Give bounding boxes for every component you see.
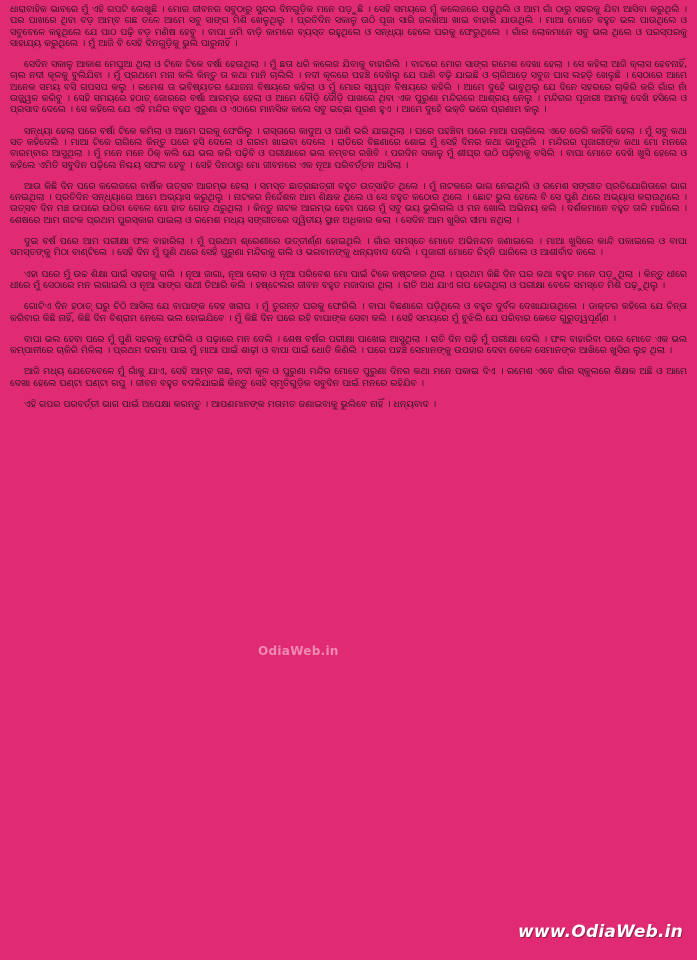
paragraph-5: ଦୁଇ ବର୍ଷ ପରେ ଆମ ପରୀକ୍ଷା ଫଳ ବାହାରିଲା । ମୁଁ ପ୍ରଥମ ଶ୍ରେଣୀରେ ଉତ୍ତୀର୍ଣ୍ଣ ହୋଇଥିଲି । ଗାଁର ସମସ୍ତେ ମୋତେ ଅଭିନନ୍ଦନ ଜଣାଇଲେ । ମାଆ ଖୁସିରେ କାନ୍ଦି ପକାଇଲେ ଓ ବାପା ସମସ୍ତଙ୍କୁ ମିଠା ବାଣ୍ଟିଲେ । ସେହି ଦିନ ମୁଁ ପୁଣି ଥରେ ସେହି ପୁରୁଣା ମନ୍ଦିରକୁ ଗଲି ଓ ଭଗବାନଙ୍କୁ ଧନ୍ୟବାଦ ଦେଲି । ପୂଜାରୀ ମୋତେ ଚିହ୍ନି ପାରିଲେ ଓ ଆଶୀର୍ବାଦ କଲେ । <box>10 236 687 259</box>
paragraph-10: ଏହି ଗପର ପରବର୍ତ୍ତୀ ଭାଗ ପାଇଁ ଅପେକ୍ଷା କରନ୍ତୁ । ଆପଣମାନଙ୍କ ମତାମତ ଜଣାଇବାକୁ ଭୁଲିବେ ନାହିଁ । ଧନ୍ୟବାଦ । <box>24 399 437 411</box>
watermark: OdiaWeb.in <box>258 644 339 658</box>
paragraph-1: ଧାରାବାହିକ ଭାବରେ ମୁଁ ଏହି ଗପଟି ଲେଖୁଛି । ମୋର ଜୀବନର ସବୁଠାରୁ ସୁନ୍ଦର ଦିନଗୁଡ଼ିକ ମନେ ପଡ଼ୁଛି । ସେହି ସମୟରେ ମୁଁ କଲେଜରେ ପଢୁଥିଲି ଓ ଆମ ଗାଁ ଠାରୁ ସହରକୁ ଯିବା ଆସିବା କରୁଥିଲି । ଘର ପାଖରେ ଥିବା ବଡ଼ ଆମ୍ବ ଗଛ ତଳେ ଆମେ ସବୁ ସାଙ୍ଗ ମିଶି ଖେଳୁଥିଲୁ । ପ୍ରତିଦିନ ସକାଳୁ ଉଠି ପୂଜା ସାରି ଜଳଖିଆ ଖାଇ ବାହାରି ଯାଉଥିଲି । ମାଆ ମୋତେ ବହୁତ ଭଲ ପାଉଥିଲେ ଓ ସବୁବେଳେ କହୁଥିଲେ ଯେ ପାଠ ପଢ଼ି ବଡ଼ ମଣିଷ ହେବୁ । ବାପା ଜମି ବାଡ଼ି କାମରେ ବ୍ୟସ୍ତ ରହୁଥିଲେ ଓ ସନ୍ଧ୍ୟା ହେଲେ ଘରକୁ ଫେରୁଥିଲେ । ଗାଁର ଲୋକମାନେ ସବୁ ଭଲ ଥିଲେ ଓ ପରସ୍ପରକୁ ସାହାଯ୍ୟ କରୁଥିଲେ । ମୁଁ ଆଜି ବି ସେହି ଦିନଗୁଡ଼ିକୁ ଭୁଲି ପାରୁନାହିଁ । <box>10 4 687 49</box>
paragraph-3: ସନ୍ଧ୍ୟା ହେଲା ପରେ ବର୍ଷା ଟିକେ କମିଲା ଓ ଆମେ ଘରକୁ ଫେରିଲୁ । ରାସ୍ତାରେ କାଦୁଅ ଓ ପାଣି ଭରି ଯାଇଥିଲା । ଘରେ ପହଞ୍ଚିବା ପରେ ମାଆ ପଚାରିଲେ ଏତେ ଡେରି କାହିଁକି ହେଲା । ମୁଁ ସବୁ କଥା ସତ କହିଦେଲି । ମାଆ ଟିକେ ରାଗିଲେ କିନ୍ତୁ ପରେ ହସି ଦେଲେ ଓ ଗରମ ଖାଇବା ଦେଲେ । ରାତିରେ ବିଛଣାରେ ଶୋଇ ମୁଁ ସେହି ଦିନର କଥା ଭାବୁଥିଲି । ମନ୍ଦିରର ପୂଜାରୀଙ୍କ କଥା ମୋ ମନରେ ବାରମ୍ବାର ଆସୁଥିଲା । ମୁଁ ମନେ ମନେ ଠିକ୍ କଲି ଯେ ଭଲ କରି ପଢ଼ିବି ଓ ପରୀକ୍ଷାରେ ଭଲ ନମ୍ବର ରଖିବି । ପରଦିନ ସକାଳୁ ମୁଁ ଶୀଘ୍ର ଉଠି ପଢ଼ିବାକୁ ବସିଲି । ବାପା ମୋତେ ଦେଖି ଖୁସି ହେଲେ ଓ କହିଲେ ଏମିତି ସବୁଦିନ ପଢ଼ିଲେ ନିଶ୍ଚୟ ସଫଳ ହେବୁ । ସେହି ଦିନଠାରୁ ମୋ ଜୀବନରେ ଏକ ନୂଆ ପରିବର୍ତ୍ତନ ଆସିଲା । <box>10 125 687 171</box>
article-body <box>10 4 687 909</box>
paragraph-6: ଏହା ପରେ ମୁଁ ଉଚ୍ଚ ଶିକ୍ଷା ପାଇଁ ସହରକୁ ଗଲି । ନୂଆ ଜାଗା, ନୂଆ ଲୋକ ଓ ନୂଆ ପରିବେଶ ମୋ ପାଇଁ ଟିକେ କଷ୍ଟକର ଥିଲା । ପ୍ରଥମ କିଛି ଦିନ ଘର କଥା ବହୁତ ମନେ ପଡ଼ୁଥିଲା । କିନ୍ତୁ ଧୀରେ ଧୀରେ ମୁଁ ସେଠାରେ ମନ ଲଗାଇଲି ଓ ନୂଆ ସାଙ୍ଗ ସାଥୀ ତିଆରି କଲି । ହଷ୍ଟେଲର ଜୀବନ ବହୁତ ମଜାଦାର ଥିଲା । ରାତି ଅଧ ଯାଏ ଗପ ହେଉଥିଲା ଓ ପରୀକ୍ଷା ବେଳେ ସମସ୍ତେ ମିଶି ପଢ଼ୁଥିଲୁ । <box>10 268 687 291</box>
paragraph-9: ଆଜି ମଧ୍ୟ ଯେତେବେଳେ ମୁଁ ଗାଁକୁ ଯାଏ, ସେହି ଆମ୍ବ ଗଛ, ନଦୀ କୂଳ ଓ ପୁରୁଣା ମନ୍ଦିର ମୋତେ ପୁରୁଣା ଦିନର କଥା ମନେ ପକାଇ ଦିଏ । ରମେଶ ଏବେ ଗାଁର ସ୍କୁଲରେ ଶିକ୍ଷକ ଅଛି ଓ ଆମେ ଦେଖା ହେଲେ ଘଣ୍ଟା ଘଣ୍ଟା ଗପୁ । ଜୀବନ ବହୁତ ବଦଳିଯାଇଛି କିନ୍ତୁ ସେହି ସ୍ମୃତିଗୁଡ଼ିକ ସବୁଦିନ ପାଇଁ ମନରେ ରହିଯିବ । <box>10 366 687 389</box>
footer-brand-link[interactable]: www.OdiaWeb.in <box>518 922 683 942</box>
paragraph-8: ବାପା ଭଲ ହେବା ପରେ ମୁଁ ପୁଣି ସହରକୁ ଫେରିଲି ଓ ପଢ଼ାରେ ମନ ଦେଲି । ଶେଷ ବର୍ଷର ପରୀକ୍ଷା ପାଖେଇ ଆସୁଥିଲା । ରାତି ଦିନ ପଢ଼ି ମୁଁ ପରୀକ୍ଷା ଦେଲି । ଫଳ ବାହାରିବା ପରେ ମୋତେ ଏକ ଭଲ କମ୍ପାନୀରେ ଚାକିରି ମିଳିଲା । ପ୍ରଥମ ଦରମା ପାଇ ମୁଁ ମାଆ ପାଇଁ ଶାଢ଼ୀ ଓ ବାପା ପାଇଁ ଧୋତି କିଣିଲି । ଘରେ ପହଞ୍ଚି ସେମାନଙ୍କୁ ଉପହାର ଦେବା ବେଳେ ସେମାନଙ୍କ ଆଖିରେ ଖୁସିର ଲୁହ ଥିଲା । <box>10 333 687 357</box>
paragraph-2: ସେଦିନ ସକାଳୁ ଆକାଶ ମେଘୁଆ ଥିଲା ଓ ଟିକେ ଟିକେ ବର୍ଷା ହେଉଥିଲା । ମୁଁ ଛତା ଧରି କଲେଜ ଯିବାକୁ ବାହାରିଲି । ବାଟରେ ମୋର ସାଙ୍ଗ ରମେଶ ଦେଖା ହେଲା । ସେ କହିଲା ଆଜି କ୍ଲାସ ହେବନାହିଁ, ଚାଲ ନଦୀ କୂଳକୁ ବୁଲିଯିବା । ମୁଁ ପ୍ରଥମେ ମନା କଲି କିନ୍ତୁ ତା କଥା ମାନି ଚାଲିଲି । ନଦୀ କୂଳରେ ପହଞ୍ଚି ଦେଖିଲୁ ଯେ ପାଣି ବଢ଼ି ଯାଇଛି ଓ ଚାରିଆଡ଼େ ସବୁଜ ଘାସ ଲହଡ଼ି ଖେଳୁଛି । ସେଠାରେ ଆମେ ଅନେକ ସମୟ ବସି ଗପସପ କଲୁ । ରମେଶ ତା ଭବିଷ୍ୟତର ଯୋଜନା ବିଷୟରେ କହିଲା ଓ ମୁଁ ମୋର ସ୍ୱପ୍ନ ବିଷୟରେ କହିଲି । ଆମେ ଦୁହେଁ ଭାବୁଥିଲୁ ଯେ ଦିନେ ସହରରେ ଚାକିରି କରି ଗାଁର ନାଁ ଉଜ୍ଜ୍ୱଳ କରିବୁ । ସେହି ସମୟରେ ହଠାତ୍ ଜୋରରେ ବର୍ଷା ଆରମ୍ଭ ହେଲା ଓ ଆମେ ଦୌଡ଼ି ଦୌଡ଼ି ପାଖରେ ଥିବା ଏକ ପୁରୁଣା ମନ୍ଦିରରେ ଆଶ୍ରୟ ନେଲୁ । ମନ୍ଦିରର ପୂଜାରୀ ଆମକୁ ଦେଖି ହସିଲେ ଓ ପ୍ରସାଦ ଦେଲେ । ସେ କହିଲେ ଯେ ଏହି ମନ୍ଦିର ବହୁତ ପୁରୁଣା ଓ ଏଠାରେ ମାନସିକ କଲେ ସବୁ ଇଚ୍ଛା ପୂରଣ ହୁଏ । ଆମେ ଦୁହେଁ ଭକ୍ତି ଭରେ ପ୍ରଣାମ କଲୁ । <box>10 59 687 116</box>
paragraph-4: ଆଉ କିଛି ଦିନ ପରେ କଲେଜରେ ବାର୍ଷିକ ଉତ୍ସବ ଆରମ୍ଭ ହେଲା । ସମସ୍ତ ଛାତ୍ରଛାତ୍ରୀ ବହୁତ ଉତ୍ସାହିତ ଥିଲେ । ମୁଁ ନାଟକରେ ଭାଗ ନେଇଥିଲି ଓ ରମେଶ ସଙ୍ଗୀତ ପ୍ରତିଯୋଗିତାରେ ଭାଗ ନେଇଥିଲା । ପ୍ରତିଦିନ ସନ୍ଧ୍ୟାରେ ଆମେ ଅଭ୍ୟାସ କରୁଥିଲୁ । ନାଟକର ନିର୍ଦ୍ଦେଶକ ଆମ ଶିକ୍ଷକ ଥିଲେ ଓ ସେ ବହୁତ କଠୋର ଥିଲେ । ଛୋଟ ଭୁଲ ହେଲେ ବି ସେ ପୁଣି ଥରେ ଅଭ୍ୟାସ କରାଉଥିଲେ । ଉତ୍ସବ ଦିନ ମଞ୍ଚ ଉପରେ ଉଠିବା ବେଳେ ମୋ ହାତ ଗୋଡ଼ ଥରୁଥିଲା । କିନ୍ତୁ ନାଟକ ଆରମ୍ଭ ହେବା ପରେ ମୁଁ ସବୁ ଭୟ ଭୁଲିଗଲି ଓ ମନ ଖୋଲି ଅଭିନୟ କଲି । ଦର୍ଶକମାନେ ବହୁତ ତାଳି ମାରିଲେ । ଶେଷରେ ଆମ ନାଟକ ପ୍ରଥମ ପୁରସ୍କାର ପାଇଲା ଓ ରମେଶ ମଧ୍ୟ ସଙ୍ଗୀତରେ ଦ୍ୱିତୀୟ ସ୍ଥାନ ଅଧିକାର କଲା । ସେଦିନ ଆମ ଖୁସିର ସୀମା ନଥିଲା । <box>10 180 687 226</box>
paragraph-7: ଗୋଟିଏ ଦିନ ହଠାତ୍ ଘରୁ ଚିଠି ଆସିଲା ଯେ ବାପାଙ୍କ ଦେହ ଖରାପ । ମୁଁ ତୁରନ୍ତ ଘରକୁ ଫେରିଲି । ବାପା ବିଛଣାରେ ପଡ଼ିଥିଲେ ଓ ବହୁତ ଦୁର୍ବଳ ଦେଖାଯାଉଥିଲେ । ଡାକ୍ତର କହିଲେ ଯେ ଚିନ୍ତା କରିବାର କିଛି ନାହିଁ, କିଛି ଦିନ ବିଶ୍ରାମ ନେଲେ ଭଲ ହୋଇଯିବେ । ମୁଁ କିଛି ଦିନ ଘରେ ରହି ବାପାଙ୍କ ସେବା କଲି । ସେହି ସମୟରେ ମୁଁ ବୁଝିଲି ଯେ ପରିବାର କେତେ ଗୁରୁତ୍ୱପୂର୍ଣ୍ଣ । <box>10 301 687 324</box>
